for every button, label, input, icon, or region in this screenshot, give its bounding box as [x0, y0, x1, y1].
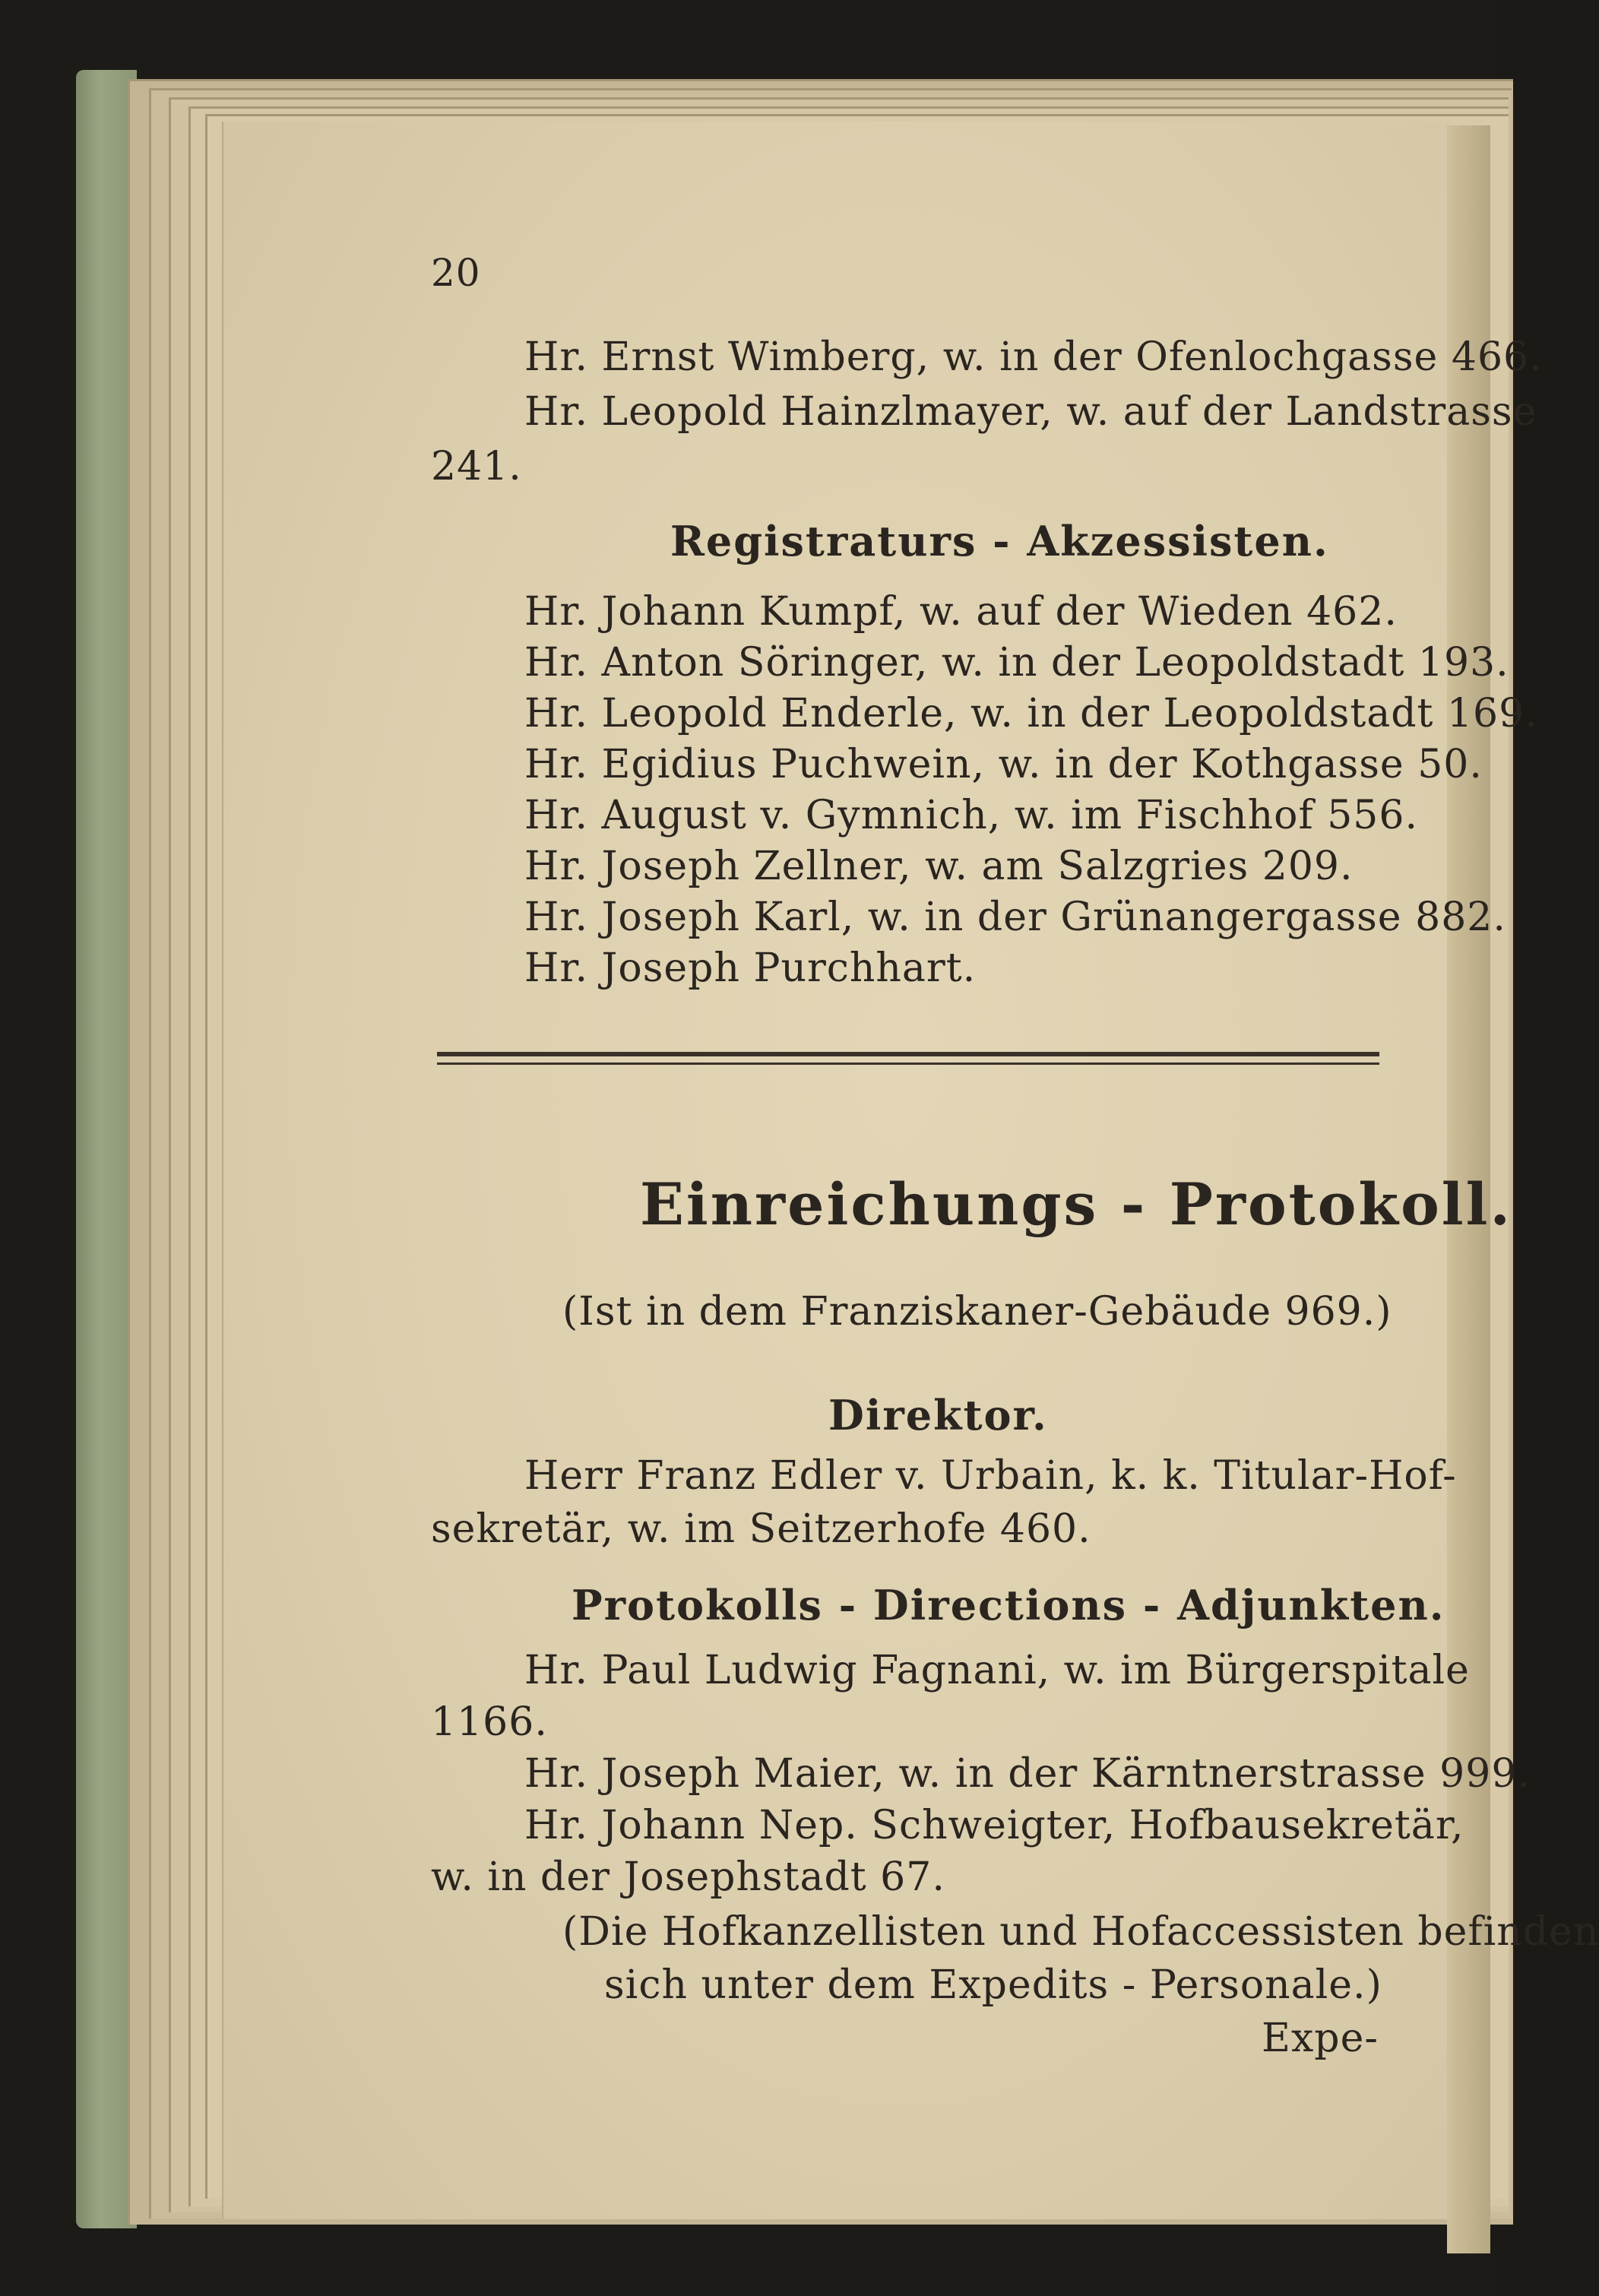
entry-line: Hr. Joseph Karl, w. in der Grünangergasse 882. — [524, 895, 1506, 940]
entry-line: Hr. Anton Söringer, w. in der Leopoldstadt 193. — [524, 640, 1509, 686]
section-title: Einreichungs - Protokoll. — [640, 1170, 1512, 1238]
entry-line: Hr. Johann Nep. Schweigter, Hofbausekretär, — [524, 1803, 1464, 1848]
direktor-line: Herr Franz Edler v. Urbain, k. k. Titular-Hof- — [524, 1453, 1457, 1499]
direktor-heading: Direktor. — [828, 1391, 1048, 1439]
adjunkten-heading: Protokolls - Directions - Adjunkten. — [572, 1581, 1445, 1629]
entry-line: Hr. Joseph Maier, w. in der Kärntnerstrasse 999. — [524, 1751, 1531, 1797]
entry-line: Hr. Joseph Zellner, w. am Salzgries 209. — [524, 844, 1354, 889]
catchword: Expe- — [1262, 2016, 1379, 2061]
entry-line: Hr. August v. Gymnich, w. im Fischhof 556. — [524, 793, 1418, 838]
entry-continuation: 241. — [431, 444, 522, 489]
divider-rule-thin — [437, 1062, 1379, 1065]
entry-line: Hr. Egidius Puchwein, w. in der Kothgasse 50. — [524, 742, 1483, 787]
entry-line: Hr. Joseph Purchhart. — [524, 945, 977, 991]
section-heading-registratur: Registraturs - Akzessisten. — [670, 517, 1329, 565]
divider-rule-thick — [437, 1052, 1379, 1056]
entry-line: Hr. Paul Ludwig Fagnani, w. im Bürgerspitale — [524, 1648, 1470, 1693]
entry-line: Hr. Ernst Wimberg, w. in der Ofenlochgasse 466. — [524, 334, 1543, 380]
note-line: sich unter dem Expedits - Personale.) — [604, 1962, 1382, 2008]
entry-continuation: 1166. — [431, 1699, 548, 1745]
page-number: 20 — [431, 251, 481, 295]
entry-line: Hr. Leopold Hainzlmayer, w. auf der Landstrasse — [524, 389, 1537, 435]
note-line: (Die Hofkanzellisten und Hofaccessisten befinden — [562, 1909, 1599, 1955]
entry-line: Hr. Johann Kumpf, w. auf der Wieden 462. — [524, 589, 1398, 635]
entry-continuation: w. in der Josephstadt 67. — [431, 1854, 945, 1900]
entry-line: Hr. Leopold Enderle, w. in der Leopoldstadt 169. — [524, 691, 1538, 736]
direktor-line: sekretär, w. im Seitzerhofe 460. — [431, 1506, 1091, 1552]
section-subtitle: (Ist in dem Franziskaner-Gebäude 969.) — [562, 1289, 1392, 1335]
